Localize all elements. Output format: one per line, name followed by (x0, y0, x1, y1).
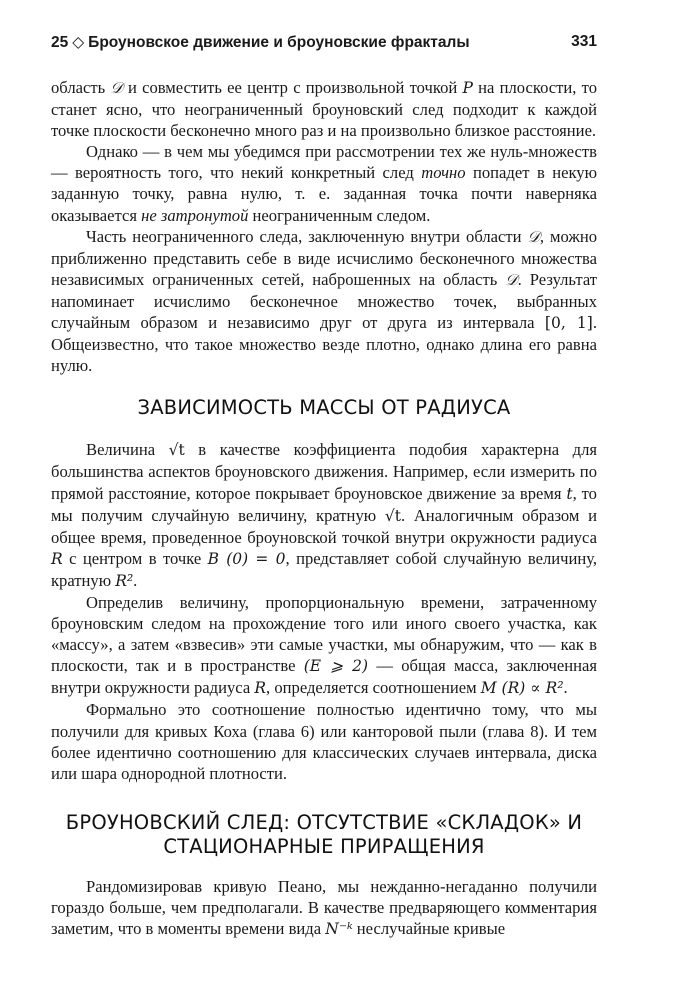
text-run: в качестве коэффициента подобия характерна для большинства аспектов броуновского движения. Например, если измерить по прямой расстояние, которое покрывает броуновское движение за время (51, 440, 597, 503)
text-run: попадет в некую заданную точку, равна нулю, т. е. заданная точка почти наверняка оказывается (51, 163, 597, 225)
math-inline: (E ⩾ 2) (303, 657, 369, 676)
page-number: 331 (571, 33, 597, 50)
math-inline: 𝒟 (505, 270, 518, 289)
text-run: . Общеизвестно, что такое множество везде плотно, однако длина его равна нулю. (51, 313, 597, 376)
text-run: Величина (86, 440, 169, 460)
paragraph (51, 876, 597, 940)
header-left (51, 33, 470, 52)
math-inline: P (462, 79, 473, 97)
text-run: . Аналогичным образом и общее время, проведенное броуновской точкой внутри окружности радиуса (51, 505, 597, 547)
math-inline: R² (115, 571, 134, 590)
text-run: на плоскости, то станет ясно, что неограниченный броуновский след подходит к каждой точке плоскости бесконечно много раз и на произвольно близкое расстояние. (51, 78, 597, 141)
math-inline: R (254, 679, 267, 698)
math-inline: √t (168, 441, 185, 460)
text-run: . (133, 570, 138, 590)
math-inline: R (51, 549, 63, 568)
text-run: и совместить ее центр с произвольной точкой (122, 78, 463, 97)
math-inline: 𝒟 (110, 79, 123, 97)
emphasis: точно (421, 163, 466, 183)
text-run: Рандомизировав кривую Пеано, мы нежданно-негаданно получили гораздо больше, чем предполагали. В качестве предваряющего комментария заметим, что в моменты времени вида (51, 876, 597, 938)
math-inline: [0, 1] (544, 314, 593, 333)
text-run: , представляет собой случайную величину, кратную (51, 548, 597, 590)
running-title: Броуновское движение и броуновские фракталы (88, 34, 470, 51)
diamond-icon: ◇ (72, 34, 85, 51)
text-run: . Результат напоминает исчислимо бесконечное множество точек, выбранных случайным образом и независимо друг от друга из интервала (51, 269, 598, 333)
text-run: неограниченным следом. (248, 205, 431, 225)
paragraph (51, 226, 597, 377)
text-run: Часть неограниченного следа, заключенную внутри области (86, 226, 528, 246)
running-header (51, 33, 597, 57)
text-run: Определив величину, пропорциональную времени, затраченному броуновским следом на прохождение того или иного своего участка, как «массу», а затем «взвесив» эти самые участки, мы обнаружим, что — как в плоскости, так и в пространстве (51, 592, 597, 676)
math-inline: t (566, 484, 573, 503)
section-heading: БРОУНОВСКИЙ СЛЕД: ОТСУТСТВИЕ «СКЛАДОК» И СТАЦИОНАРНЫЕ ПРИРАЩЕНИЯ (65, 810, 583, 858)
chapter-number: 25 (51, 34, 69, 51)
page-body (51, 77, 597, 940)
section-heading: ЗАВИСИМОСТЬ МАССЫ ОТ РАДИУСА (137, 396, 511, 420)
paragraph (51, 439, 597, 592)
math-inline: N⁻ᵏ (325, 920, 353, 938)
paragraph: Формально это соотношение полностью идентично тому, что мы получили для кривых Коха (глава 6) или канторовой пыли (глава 8). И тем более идентично соотношению для классических случаев интервала, диска или шара однородной плотности. (51, 700, 597, 783)
math-inline: √t (384, 506, 401, 525)
text-run: . (563, 678, 568, 698)
text-run: область (51, 78, 111, 97)
text-run: , то мы получим случайную величину, кратную (51, 483, 597, 525)
text-run: неслучайные кривые (352, 919, 506, 938)
emphasis: не затронутой (141, 205, 249, 225)
text-run: Однако — в чем мы убедимся при рассмотрении тех же нуль-множеств — вероятность того, что некий конкретный след (51, 142, 597, 183)
paragraph (51, 141, 597, 225)
text-run: — общая масса, заключенная внутри окружности радиуса (51, 656, 597, 698)
math-inline: B (0) = 0 (207, 549, 286, 568)
text-run: , определяется соотношением (266, 678, 481, 698)
paragraph (51, 77, 597, 141)
paragraph (51, 592, 597, 699)
math-inline: M (R) ∝ R² (480, 679, 564, 698)
math-inline: 𝒟 (527, 227, 540, 246)
text-run: с центром в точке (62, 548, 208, 568)
text-run: , можно приближенно представить себе в виде исчислимо бесконечного множества независимых ограниченных сетей, наброшенных на область (51, 226, 597, 289)
